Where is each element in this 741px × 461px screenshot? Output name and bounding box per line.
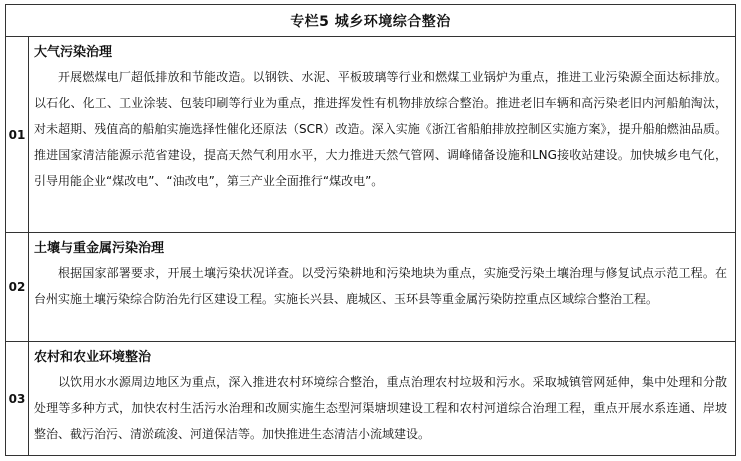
table-row [6, 233, 735, 342]
environment-table [5, 4, 736, 456]
table-row [6, 37, 735, 233]
row-number: 03 [6, 342, 29, 456]
row-content [29, 342, 735, 456]
section-body: 根据国家部署要求，开展土壤污染状况详查。以受污染耕地和污染地块为重点，实施受污染土壤治理与修复试点示范工程。在台州实施土壤污染综合防治先行区建设工程。实施长兴县、鹿城区、玉环县等重金属污染防控重点区域综合整治工程。 [34, 266, 727, 306]
row-number: 02 [6, 233, 29, 341]
table-row [6, 342, 735, 456]
section-heading: 土壤与重金属污染治理 [34, 241, 165, 256]
section-heading: 大气污染治理 [34, 45, 113, 60]
section-heading: 农村和农业环境整治 [34, 350, 152, 365]
section-body: 以饮用水水源周边地区为重点，深入推进农村环境综合整治，重点治理农村垃圾和污水。采取城镇管网延伸，集中处理和分散处理等多种方式，加快农村生活污水治理和改厕实施生态型河渠塘坝建设工程和农村河道综合治理工程，重点开展水系连通、岸坡整治、截污治污、清淤疏浚、河道保洁等。加快推进生态清洁小流域建设。 [34, 375, 727, 441]
row-number: 01 [6, 37, 29, 232]
table-title: 专栏5 城乡环境综合整治 [6, 5, 735, 37]
row-content [29, 37, 735, 232]
row-content [29, 233, 735, 341]
section-body: 开展燃煤电厂超低排放和节能改造。以钢铁、水泥、平板玻璃等行业和燃煤工业锅炉为重点，推进工业污染源全面达标排放。以石化、化工、工业涂装、包装印刷等行业为重点，推进挥发性有机物排放综合整治。推进老旧车辆和高污染老旧内河船舶淘汰，对未超期、残值高的船舶实施选择性催化还原法（SCR）改造。深入实施《浙江省船舶排放控制区实施方案》，提升船舶燃油品质。推进国家清洁能源示范省建设，提高天然气利用水平，大力推进天然气管网、调峰储备设施和LNG接收站建设。加快城乡电气化，引导用能企业“煤改电”、“油改电”，第三产业全面推行“煤改电”。 [34, 70, 727, 188]
